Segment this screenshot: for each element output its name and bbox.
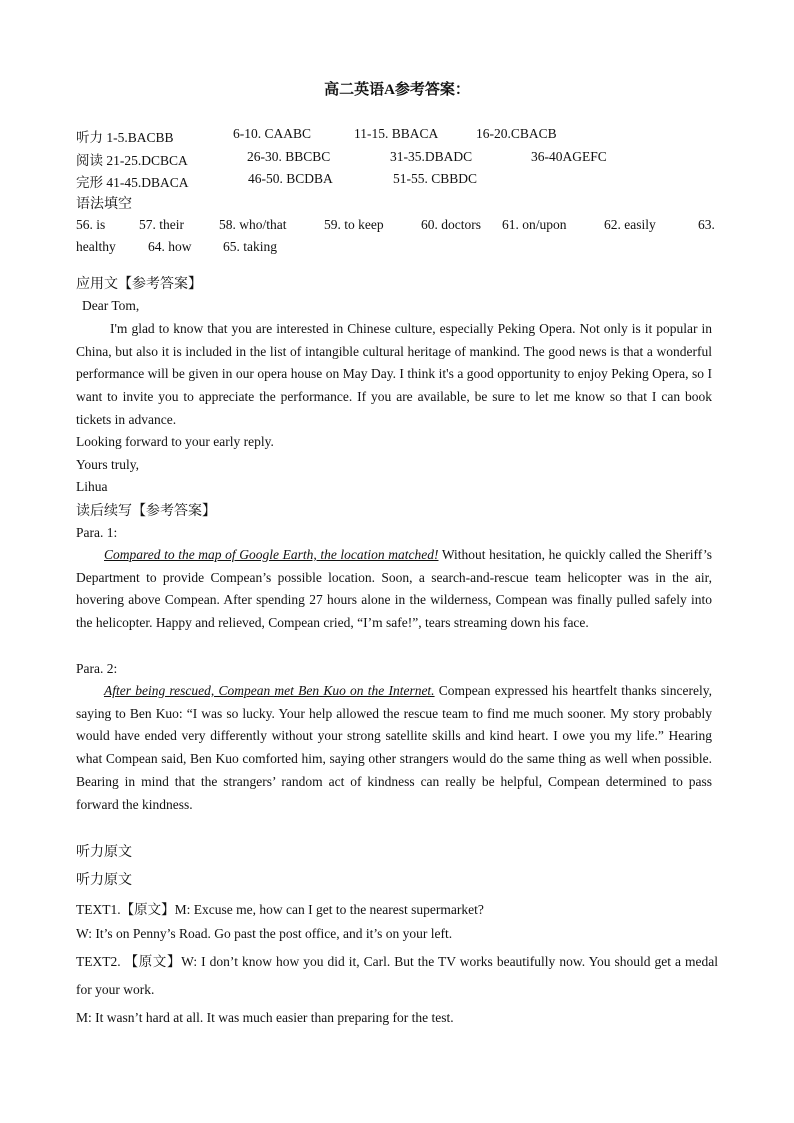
grammar-answer: 60. doctors xyxy=(421,217,481,232)
answer-group: 11-15. BBACA xyxy=(354,126,439,141)
grammar-answer: 56. is xyxy=(76,217,106,232)
grammar-heading: 语法填空 xyxy=(76,197,132,212)
practical-heading: 应用文【参考答案】 xyxy=(76,277,202,292)
grammar-answer: 58. who/that xyxy=(219,217,287,232)
grammar-answer: 62. easily xyxy=(604,217,656,232)
para2-lead: After being rescued, Compean met Ben Kuo on the Internet. xyxy=(104,683,435,698)
answer-group: 51-55. CBBDC xyxy=(393,171,478,186)
para1-text: Without hesitation, he quickly called the Sheriff’s Department to provide Compean’s possible location. Soon, a search-and-rescue team helicopter was in the air, hovering above Compean. After spending 27 hours alone in the wilderness, Compean was finally pulled safely into the helicopter. Happy and relieved, Compean cried, “I’m safe!”, tears streaming down his face. xyxy=(76,547,712,631)
page-title: 高二英语A参考答案： xyxy=(324,82,470,98)
answer-group: 阅读 21-25.DCBCA xyxy=(76,153,188,168)
para1-lead: Compared to the map of Google Earth, the location matched! xyxy=(104,547,439,562)
grammar-answer: 65. taking xyxy=(223,239,277,254)
transcript-line: TEXT2. 【原文】W: I don’t know how you did it, Carl. But the TV works beautifully now. You should get a medal for your work. xyxy=(76,954,718,997)
letter-greeting: Dear Tom, xyxy=(82,298,140,313)
answer-group: 26-30. BBCBC xyxy=(247,149,331,164)
letter-signoff: Yours truly, xyxy=(76,457,140,472)
letter-closing: Looking forward to your early reply. xyxy=(76,434,274,449)
transcript-line: M: It wasn’t hard at all. It was much easier than preparing for the test. xyxy=(76,1010,454,1025)
para1 xyxy=(76,544,712,635)
grammar-answer: 61. on/upon xyxy=(502,217,567,232)
answer-group: 6-10. CAABC xyxy=(233,126,312,141)
answer-group: 完形 41-45.DBACA xyxy=(76,175,189,190)
answer-group: 36-40AGEFC xyxy=(531,149,607,164)
transcript-heading: 听力原文 xyxy=(76,845,132,860)
answer-group: 16-20.CBACB xyxy=(476,126,557,141)
letter-signature: Lihua xyxy=(76,479,108,494)
answer-group: 听力 1-5.BACBB xyxy=(76,130,174,145)
answer-group: 46-50. BCDBA xyxy=(248,171,333,186)
transcript-heading-repeat: 听力原文 xyxy=(76,873,132,888)
grammar-answer: 57. their xyxy=(139,217,184,232)
grammar-answer: 64. how xyxy=(148,239,192,254)
para2-text: Compean expressed his heartfelt thanks sincerely, saying to Ben Kuo: “I was so lucky. Your help allowed the rescue team to find me much sooner. My story probably would have ended very differently without your strong satellite skills and kind heart. I owe you my life.” Hearing what Compean said, Ben Kuo comforted him, saying other strangers would do the same thing as well when possible. Bearing in mind that the strangers’ random act of kindness can really be helpful, Compean determined to pass forward the kindness. xyxy=(76,683,712,812)
para2-label: Para. 2: xyxy=(76,661,118,676)
letter-body xyxy=(76,318,712,432)
grammar-answer: 63. xyxy=(698,217,715,232)
grammar-answer: healthy xyxy=(76,239,116,254)
grammar-answer: 59. to keep xyxy=(324,217,384,232)
answer-group: 31-35.DBADC xyxy=(390,149,473,164)
para2 xyxy=(76,680,712,816)
transcript-line: TEXT1.【原文】M: Excuse me, how can I get to the nearest supermarket? xyxy=(76,902,484,917)
transcript-line: W: It’s on Penny’s Road. Go past the post office, and it’s on your left. xyxy=(76,926,453,941)
para1-label: Para. 1: xyxy=(76,525,118,540)
continuation-heading: 读后续写【参考答案】 xyxy=(76,504,216,519)
letter-body-text: I'm glad to know that you are interested in Chinese culture, especially Peking Opera. Not only is it popular in China, but also it is included in the list of intangible cultural heritage of mankind. The good news is that a wonderful performance will be given in our opera house on May Day. I think it's a good opportunity to enjoy Peking Opera, so I want to invite you to appreciate the performance. If you are available, be sure to let me know so that I can book tickets in advance. xyxy=(76,321,712,427)
